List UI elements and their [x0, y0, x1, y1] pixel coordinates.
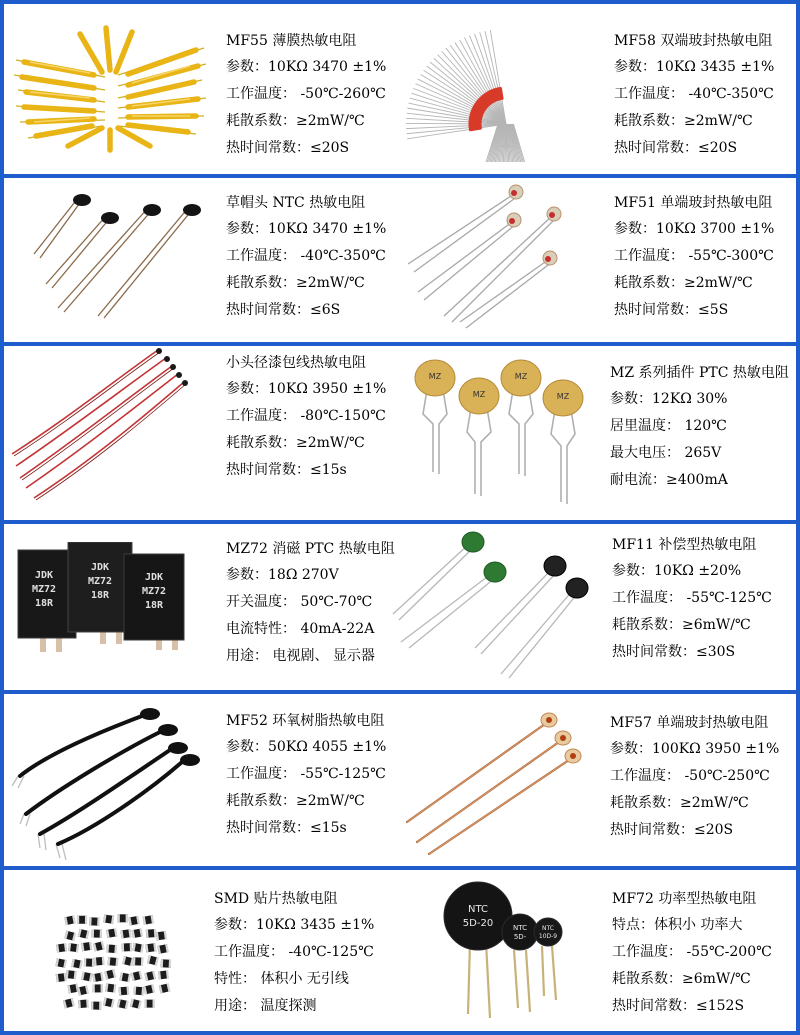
product-mz72 — [226, 536, 395, 670]
smd-chip — [94, 957, 105, 966]
spec-line: 热时间常数：≤20S — [610, 822, 734, 838]
spec-line: 居里温度： 120℃ — [610, 418, 727, 434]
smd-chip — [159, 983, 171, 993]
smd-chip — [133, 987, 144, 996]
spec-line: 参数：10KΩ 3435 ±1% — [214, 917, 375, 933]
spec-line: 耗散系数：≥2mW/℃ — [614, 275, 753, 291]
product-straw-hat-ntc — [226, 190, 386, 324]
smd-chip — [55, 958, 67, 968]
product-mz-ptc — [610, 360, 789, 494]
mz72-ptc-thermistor-image — [16, 542, 206, 652]
smd-chip — [122, 943, 132, 951]
spec-line: 参数：12KΩ 30% — [610, 391, 728, 407]
jdk-mark: JDK — [90, 562, 110, 573]
jdk-mark: JDK — [34, 570, 54, 581]
spec-line: 工作温度： -40℃-350℃ — [614, 86, 774, 102]
smd-chip — [146, 929, 157, 938]
product-title: MF72 功率型热敏电阻 — [612, 891, 757, 907]
spec-line: 工作温度： -40℃-125℃ — [214, 944, 374, 960]
mz72-mark: MZ72 — [31, 584, 57, 595]
product-title: MF58 双端玻封热敏电阻 — [614, 33, 773, 49]
smd-chip — [156, 931, 167, 940]
product-mf58 — [614, 28, 774, 162]
spec-line: 工作温度： -80℃-150℃ — [226, 408, 386, 424]
mz-mark: MZ — [472, 390, 486, 399]
smd-chip — [128, 916, 139, 926]
smd-chip — [118, 987, 129, 996]
smd-chip — [120, 929, 131, 938]
smd-chip — [63, 998, 75, 1008]
smd-chip — [92, 972, 103, 982]
mz72-mark: MZ72 — [141, 586, 167, 597]
spec-line: 耗散系数：≥2mW/℃ — [226, 113, 365, 129]
row-divider-2 — [4, 342, 796, 346]
spec-line: 特性： 体积小 无引线 — [214, 971, 349, 987]
spec-line: 热时间常数：≤6S — [226, 302, 341, 318]
mf52-epoxy-thermistor-image — [10, 702, 210, 862]
18r-mark: 18R — [144, 600, 164, 611]
smd-chip — [92, 930, 102, 938]
spec-line: 热时间常数：≤5S — [614, 302, 729, 318]
product-title: SMD 贴片热敏电阻 — [214, 891, 338, 907]
smd-chip — [117, 999, 129, 1009]
enameled-wire-thermistor-image — [8, 348, 208, 508]
spec-line: 特点：体积小 功率大 — [612, 917, 743, 933]
spec-line: 工作温度： -50℃-260℃ — [226, 86, 386, 102]
spec-line: 用途： 电视剧、 显示器 — [226, 648, 375, 664]
mz-ptc-thermistor-image — [409, 354, 604, 514]
mf58-glass-thermistor-image — [404, 24, 609, 164]
smd-chip — [78, 929, 90, 939]
product-title: MF11 补偿型热敏电阻 — [612, 537, 757, 553]
mz-mark: MZ — [428, 372, 442, 381]
smd-chip — [78, 999, 89, 1008]
5d20-mark: 5D-20 — [462, 918, 494, 929]
smd-chip — [68, 943, 79, 952]
spec-line: 工作温度： -40℃-350℃ — [226, 248, 386, 264]
spec-line: 参数：10KΩ ±20% — [612, 563, 742, 579]
spec-line: 工作温度： -55℃-200℃ — [612, 944, 772, 960]
product-title: MF51 单端玻封热敏电阻 — [614, 195, 773, 211]
spec-line: 耐电流：≥400mA — [610, 472, 728, 488]
product-mf52 — [226, 708, 386, 842]
spec-line: 参数：10KΩ 3470 ±1% — [226, 59, 387, 75]
spec-line: 工作温度： -55℃-125℃ — [226, 766, 386, 782]
mf55-thin-film-thermistor-image — [10, 20, 210, 155]
mz-mark: MZ — [514, 372, 528, 381]
spec-line: 参数：100KΩ 3950 ±1% — [610, 741, 780, 757]
spec-line: 耗散系数：≥6mW/℃ — [612, 617, 751, 633]
spec-line: 耗散系数：≥2mW/℃ — [610, 795, 749, 811]
spec-line: 参数：18Ω 270V — [226, 567, 339, 583]
smd-chip — [93, 984, 103, 992]
smd-chip — [89, 917, 100, 925]
jdk-mark: JDK — [144, 572, 164, 583]
spec-line: 最大电压： 265V — [610, 445, 722, 461]
smd-chip — [161, 959, 172, 967]
smd-chip — [77, 985, 89, 995]
smd-chip — [132, 943, 143, 953]
spec-line: 参数：50KΩ 4055 ±1% — [226, 739, 387, 755]
product-title: MF55 薄膜热敏电阻 — [226, 33, 357, 49]
smd-chip — [147, 955, 159, 965]
mz-mark: MZ — [556, 392, 570, 401]
smd-chip — [145, 1000, 155, 1008]
spec-line: 参数：10KΩ 3700 ±1% — [614, 221, 775, 237]
smd-chip — [106, 928, 117, 938]
smd-chip — [103, 998, 115, 1008]
product-mf51 — [614, 190, 774, 324]
smd-chip — [143, 984, 155, 994]
row-divider-3 — [4, 520, 796, 524]
smd-chip-thermistor-image — [40, 910, 180, 1020]
mz72-mark: MZ72 — [87, 576, 113, 587]
spec-line: 工作温度： -50℃-250℃ — [610, 768, 770, 784]
spec-line: 热时间常数：≤20S — [614, 140, 738, 156]
spec-line: 参数：10KΩ 3950 ±1% — [226, 381, 387, 397]
smd-chip — [64, 915, 76, 925]
smd-chip — [68, 984, 79, 994]
smd-chip — [107, 957, 118, 966]
product-title: MZ72 消磁 PTC 热敏电阻 — [226, 541, 395, 557]
smd-chip — [145, 943, 156, 952]
smd-chip — [122, 956, 134, 966]
product-title: 小头径漆包线热敏电阻 — [226, 355, 366, 371]
smd-chip — [84, 958, 94, 966]
smd-chip — [103, 914, 114, 923]
row-divider-5 — [4, 866, 796, 870]
spec-line: 用途： 温度探测 — [214, 998, 317, 1014]
row-divider-4 — [4, 690, 796, 694]
smd-chip — [66, 970, 77, 979]
spec-line: 工作温度： -55℃-300℃ — [614, 248, 774, 264]
18r-mark: 18R — [90, 590, 110, 601]
smd-chip — [143, 915, 154, 925]
smd-chip — [120, 972, 131, 982]
smd-chip — [77, 916, 87, 924]
product-mf72 — [612, 886, 772, 1020]
ntc-mark: NTC — [468, 904, 488, 915]
spec-line: 热时间常数：≤20S — [226, 140, 350, 156]
smd-chip — [71, 959, 83, 969]
mf72-power-thermistor-image — [434, 876, 604, 1024]
smd-chip — [56, 973, 67, 982]
smd-chip — [158, 970, 169, 979]
spec-line: 耗散系数：≥6mW/℃ — [612, 971, 751, 987]
spec-line: 开关温度： 50℃-70℃ — [226, 594, 373, 610]
spec-line: 参数：10KΩ 3470 ±1% — [226, 221, 387, 237]
smd-chip — [157, 944, 169, 954]
18r-mark: 18R — [34, 598, 54, 609]
spec-line: 耗散系数：≥2mW/℃ — [226, 275, 365, 291]
5d-mark: 5D- — [513, 933, 527, 941]
spec-line: 耗散系数：≥2mW/℃ — [614, 113, 753, 129]
smd-chip — [81, 972, 93, 982]
spec-line: 热时间常数：≤30S — [612, 644, 736, 660]
spec-line: 电流特性： 40mA-22A — [226, 621, 375, 637]
smd-chip — [133, 957, 144, 965]
product-title: MF57 单端玻封热敏电阻 — [610, 715, 769, 731]
smd-chip — [64, 931, 76, 941]
spec-line: 参数：10KΩ 3435 ±1% — [614, 59, 775, 75]
smd-chip — [132, 928, 143, 938]
smd-chip — [93, 941, 105, 951]
product-enameled-wire — [226, 350, 386, 484]
product-smd — [214, 886, 374, 1020]
smd-chip — [81, 942, 92, 951]
mf57-glass-thermistor-image — [399, 704, 604, 859]
smd-chip — [104, 969, 116, 979]
product-mf11 — [612, 532, 772, 666]
smd-chip — [144, 971, 156, 981]
smd-chip — [105, 983, 116, 992]
product-title: MZ 系列插件 PTC 热敏电阻 — [610, 365, 789, 381]
smd-chip — [91, 1002, 101, 1010]
straw-hat-ntc-thermistor-image — [20, 192, 210, 322]
product-title: MF52 环氧树脂热敏电阻 — [226, 713, 385, 729]
smd-chip — [130, 999, 142, 1009]
product-title: 草帽头 NTC 热敏电阻 — [226, 195, 366, 211]
product-mf57 — [610, 710, 779, 844]
spec-line: 工作温度： -55℃-125℃ — [612, 590, 772, 606]
spec-line: 热时间常数：≤15s — [226, 462, 347, 478]
smd-chip — [56, 943, 67, 952]
mf51-glass-thermistor-image — [404, 180, 609, 330]
spec-line: 耗散系数：≥2mW/℃ — [226, 435, 365, 451]
smd-chip — [131, 971, 143, 981]
spec-line: 耗散系数：≥2mW/℃ — [226, 793, 365, 809]
spec-line: 热时间常数：≤152S — [612, 998, 745, 1014]
ntc-mark: NTC — [542, 925, 554, 932]
smd-chip — [106, 944, 117, 953]
mf11-compensation-thermistor-image — [389, 530, 604, 680]
row-divider-1 — [4, 174, 796, 178]
spec-line: 热时间常数：≤15s — [226, 820, 347, 836]
10d-mark: 10D-9 — [538, 933, 558, 940]
glass-bead — [500, 88, 502, 98]
smd-chip — [118, 914, 128, 922]
ntc-mark: NTC — [513, 924, 527, 932]
lead-wire — [407, 124, 506, 134]
product-mf55 — [226, 28, 386, 162]
